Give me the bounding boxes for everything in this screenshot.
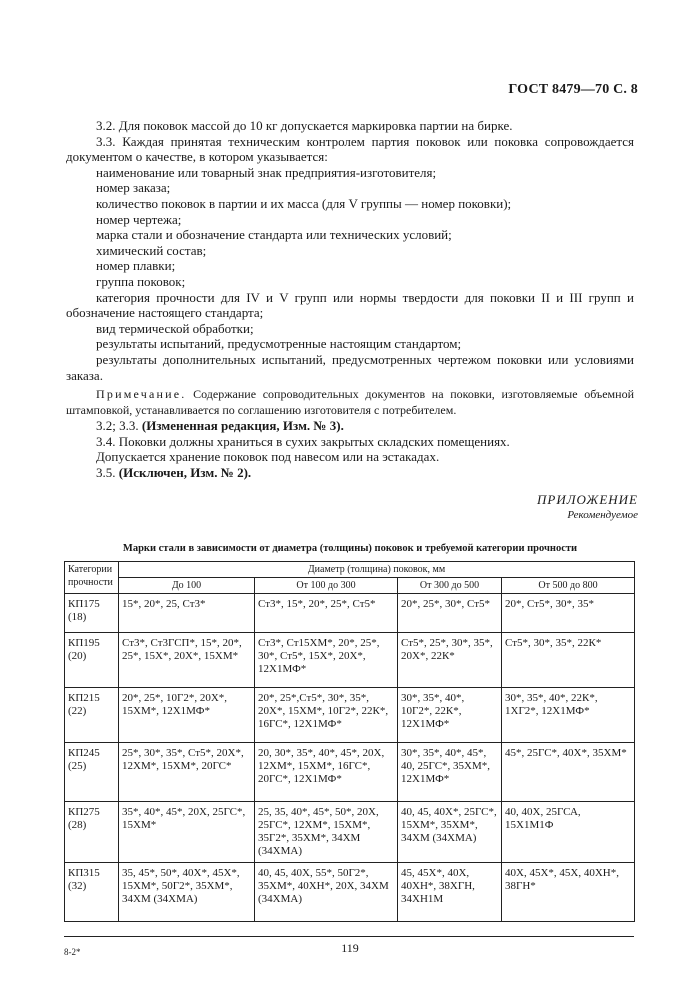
table-cell: 30*, 35*, 40*, 10Г2*, 22К*, 12Х1МФ*	[398, 688, 502, 743]
table-row	[65, 863, 635, 922]
category-value: (32)	[68, 880, 87, 892]
table-cell: 20*, 25*, 30*, Ст5*	[398, 594, 502, 633]
table-cell: 20, 30*, 35*, 40*, 45*, 20Х, 12ХМ*, 15ХМ*, 16ГС*, 20ГС*, 12Х1МФ*	[255, 743, 398, 802]
table-cell: 20*, 25*,Ст5*, 30*, 35*, 20Х*, 15ХМ*, 10Г2*, 22К*, 16ГС*, 12Х1МФ*	[255, 688, 398, 743]
table-cell: 40, 45, 40Х*, 25ГС*, 15ХМ*, 35ХМ*, 34ХМ (34ХМА)	[398, 802, 502, 863]
appendix-title: ПРИЛОЖЕНИЕ	[537, 492, 638, 507]
category-code: КП275	[68, 806, 100, 818]
list-item: группа поковок;	[96, 273, 186, 289]
table-title: Марки стали в зависимости от диаметра (толщины) поковок и требуемой категории прочности	[122, 543, 578, 554]
header-diameter: Диаметр (толщина) поковок, мм	[119, 562, 635, 578]
paragraph-3-3: 3.3. Каждая принятая техническим контролем партия поковок или поковка сопровождается документом о качестве, в котором указывается:	[66, 133, 634, 165]
category-code: КП315	[68, 867, 100, 879]
table-cell: Ст3*, Ст3ГСП*, 15*, 20*, 25*, 15Х*, 20Х*, 15ХМ*	[119, 633, 255, 688]
table-cell: 20*, 25*, 10Г2*, 20Х*, 15ХМ*, 12Х1МФ*	[119, 688, 255, 743]
footer-divider	[64, 936, 634, 937]
paragraph-3-4b: Допускается хранение поковок под навесом или на эстакадах.	[96, 449, 440, 465]
note-label: Примечание.	[96, 387, 187, 402]
appendix-subtitle: Рекомендуемое	[567, 509, 638, 521]
table-cell: Ст5*, 30*, 35*, 22К*	[502, 633, 635, 688]
table-cell: 35*, 40*, 45*, 20Х, 25ГС*, 15ХМ*	[119, 802, 255, 863]
list-item: химический состав;	[96, 242, 207, 258]
category-cell	[65, 633, 119, 688]
table-cell: 35, 45*, 50*, 40Х*, 45Х*, 15ХМ*, 50Г2*, 35ХМ*, 34ХМ (34ХМА)	[119, 863, 255, 922]
header-category: Категории прочности	[65, 562, 119, 594]
category-value: (18)	[68, 611, 87, 623]
category-cell	[65, 688, 119, 743]
column-header: От 500 до 800	[502, 578, 635, 594]
footer-sheet-mark: 8-2*	[64, 947, 81, 957]
note-text: Содержание сопроводительных документов на поковки, изготовляемые объемной штамповкой, устанавливается по соглашению изготовителя с потребителем.	[66, 387, 634, 417]
list-item: вид термической обработки;	[96, 320, 254, 336]
page-number: 119	[341, 941, 359, 955]
table-cell: 40, 40Х, 25ГСА, 15Х1М1Ф	[502, 802, 635, 863]
document-body	[66, 118, 634, 481]
category-value: (28)	[68, 819, 87, 831]
table-cell: 40Х, 45Х*, 45Х, 40ХН*, 38ГН*	[502, 863, 635, 922]
table-row	[65, 633, 635, 688]
table-row	[65, 688, 635, 743]
category-value: (22)	[68, 705, 87, 717]
category-value: (20)	[68, 650, 87, 662]
paragraph-3-5	[66, 465, 634, 481]
steel-grade-table	[64, 561, 635, 922]
column-header: От 300 до 500	[398, 578, 502, 594]
paragraph-3-2: 3.2. Для поковок массой до 10 кг допускается маркировка партии на бирке.	[96, 118, 513, 133]
list-item: категория прочности для IV и V групп или нормы твердости для поковки II и III групп и обозначение настоящего стандарта;	[66, 289, 634, 321]
table-cell: 45, 45Х*, 40Х, 40ХН*, 38ХГН, 34ХН1М	[398, 863, 502, 922]
category-code: КП245	[68, 747, 100, 759]
paragraph-3-4: 3.4. Поковки должны храниться в сухих закрытых складских помещениях.	[96, 433, 510, 449]
list-item: марка стали и обозначение стандарта или технических условий;	[96, 227, 452, 243]
list-item: номер заказа;	[96, 180, 171, 196]
appendix-heading	[537, 492, 638, 521]
table-cell: Ст3*, Ст15ХМ*, 20*, 25*, 30*, Ст5*, 15Х*, 20Х*, 12Х1МФ*	[255, 633, 398, 688]
table-cell: 30*, 35*, 40*, 22К*, 1ХГ2*, 12Х1МФ*	[502, 688, 635, 743]
table-cell: 45*, 25ГС*, 40Х*, 35ХМ*	[502, 743, 635, 802]
category-code: КП175	[68, 598, 100, 610]
amendment-prefix: 3.2; 3.3.	[96, 418, 139, 434]
table-cell: 30*, 35*, 40*, 45*, 40, 25ГС*, 35ХМ*, 12Х1МФ*	[398, 743, 502, 802]
exclusion-note: (Исключен, Изм. № 2).	[118, 465, 252, 481]
document-header: ГОСТ 8479—70 С. 8	[508, 82, 638, 97]
table-cell: 40, 45, 40Х, 55*, 50Г2*, 35ХМ*, 40ХН*, 20Х, 34ХМ (34ХМА)	[255, 863, 398, 922]
column-header: До 100	[119, 578, 255, 594]
table-cell: Ст3*, 15*, 20*, 25*, Ст5*	[255, 594, 398, 633]
table-cell: 25*, 30*, 35*, Ст5*, 20Х*, 12ХМ*, 15ХМ*, 20ГС*	[119, 743, 255, 802]
table-cell: 20*, Ст5*, 30*, 35*	[502, 594, 635, 633]
column-header: От 100 до 300	[255, 578, 398, 594]
note	[66, 387, 634, 418]
list-item: номер чертежа;	[96, 211, 182, 227]
paragraph-amendment	[66, 418, 634, 434]
table-row	[65, 594, 635, 633]
category-code: КП215	[68, 692, 100, 704]
category-code: КП195	[68, 637, 100, 649]
category-cell	[65, 594, 119, 633]
category-cell	[65, 802, 119, 863]
list-item: результаты испытаний, предусмотренные настоящим стандартом;	[96, 336, 462, 352]
category-cell	[65, 863, 119, 922]
list-item: наименование или товарный знак предприятия-изготовителя;	[96, 164, 437, 180]
table-row	[65, 743, 635, 802]
list-item: номер плавки;	[96, 258, 176, 274]
list-item: количество поковок в партии и их масса (для V группы — номер поковки);	[96, 195, 512, 211]
table-cell: Ст5*, 25*, 30*, 35*, 20Х*, 22К*	[398, 633, 502, 688]
paragraph-3-5-prefix: 3.5.	[96, 465, 116, 481]
table-cell: 15*, 20*, 25, Ст3*	[119, 594, 255, 633]
amendment-note: (Измененная редакция, Изм. № 3).	[141, 418, 344, 434]
category-cell	[65, 743, 119, 802]
category-value: (25)	[68, 760, 87, 772]
list-item: результаты дополнительных испытаний, предусмотренных чертежом поковки или условиями заказа.	[66, 351, 634, 383]
table-row	[65, 802, 635, 863]
table-cell: 25, 35, 40*, 45*, 50*, 20Х, 25ГС*, 12ХМ*, 15ХМ*, 35Г2*, 35ХМ*, 34ХМ (34ХМА)	[255, 802, 398, 863]
